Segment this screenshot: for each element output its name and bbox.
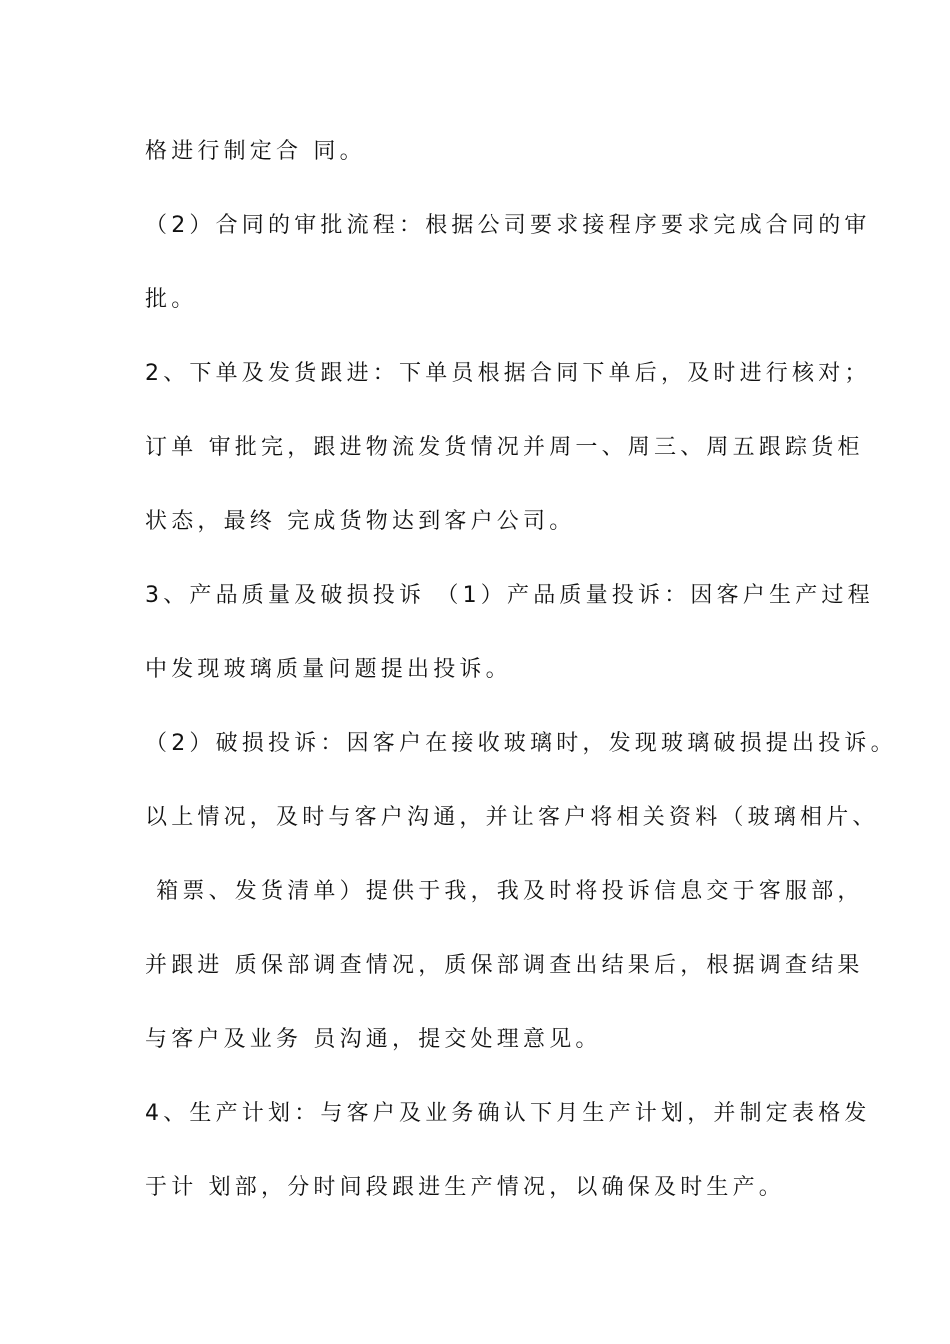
text-line: 2、下单及发货跟进：下单员根据合同下单后，及时进行核对； (145, 361, 871, 386)
text-line: 订单 审批完，跟进物流发货情况并周一、周三、周五跟踪货柜 (145, 435, 864, 460)
text-line: （2）合同的审批流程：根据公司要求接程序要求完成合同的审 (145, 213, 871, 238)
text-line: 状态，最终 完成货物达到客户公司。 (145, 509, 576, 534)
text-line: 3、产品质量及破损投诉 （1）产品质量投诉：因客户生产过程 (145, 583, 874, 608)
text-line: （2）破损投诉：因客户在接收玻璃时，发现玻璃破损提出投诉。 (145, 731, 897, 756)
text-line: 箱票、发货清单）提供于我，我及时将投诉信息交于客服部， (145, 879, 864, 904)
text-line: 以上情况，及时与客户沟通，并让客户将相关资料（玻璃相片、 (145, 805, 879, 830)
text-line: 4、生产计划：与客户及业务确认下月生产计划，并制定表格发 (145, 1101, 871, 1126)
text-line: 批。 (145, 287, 198, 312)
text-line: 于计 划部，分时间段跟进生产情况，以确保及时生产。 (145, 1175, 785, 1200)
text-line: 与客户及业务 员沟通，提交处理意见。 (145, 1027, 602, 1052)
text-line: 格进行制定合 同。 (145, 139, 366, 164)
text-line: 并跟进 质保部调查情况，质保部调查出结果后，根据调查结果 (145, 953, 864, 978)
text-line: 中发现玻璃质量问题提出投诉。 (145, 657, 512, 682)
